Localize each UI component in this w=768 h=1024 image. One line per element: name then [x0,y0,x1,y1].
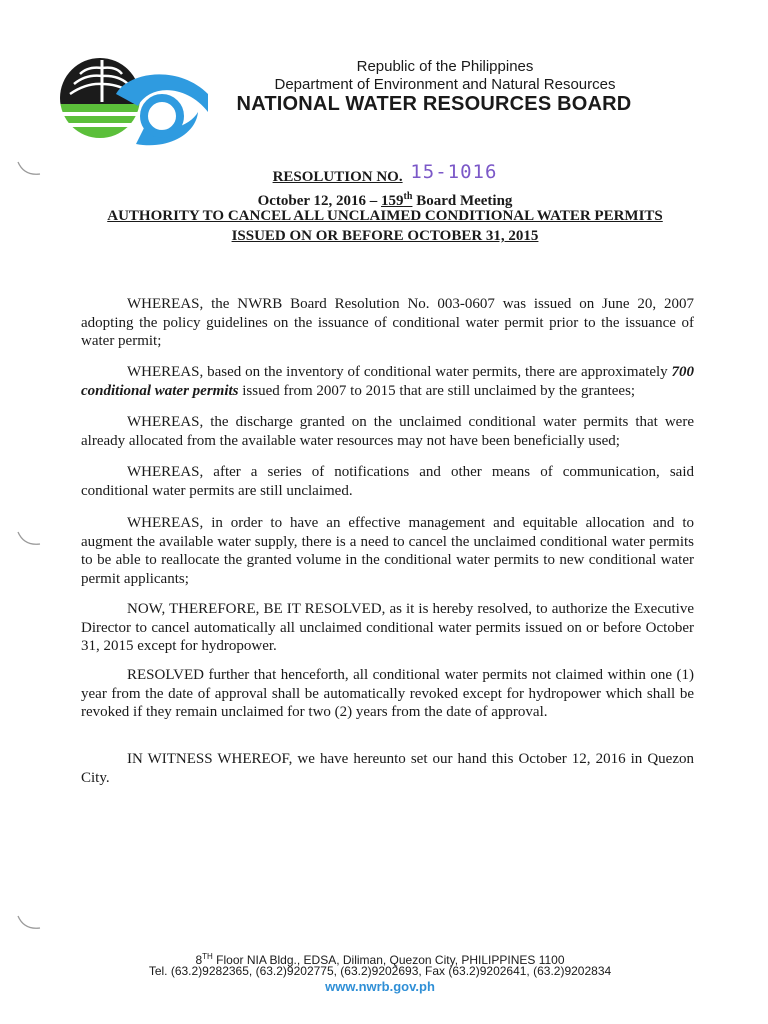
meeting-ordinal: 159th [381,191,413,209]
subject-line-1: AUTHORITY TO CANCEL ALL UNCLAIMED CONDITIONAL WATER PERMITS [107,208,663,224]
whereas-paragraph-1: WHEREAS, the NWRB Board Resolution No. 003-0607 was issued on June 20, 2007 adopting the policy guidelines on the issuance of conditional water permit prior to the issuance of water permit; [81,296,694,349]
resolved-paragraph: NOW, THEREFORE, BE IT RESOLVED, as it is hereby resolved, to authorize the Executive Director to cancel automatically all unclaimed conditional water permits issued on or before October 31, 2015 except for hydropower. [81,601,694,654]
letterhead-agency: NATIONAL WATER RESOURCES BOARD [236,93,632,115]
letterhead-country: Republic of the Philippines [356,58,534,75]
punch-hole-mark-middle [16,530,42,550]
footer-phones: Tel. (63.2)9282365, (63.2)9202775, (63.2)9202693, Fax (63.2)9202641, (63.2)9202834 [148,964,612,978]
whereas-paragraph-5: WHEREAS, in order to have an effective management and equitable allocation and to augment the available water supply, there is a need to cancel the unclaimed conditional water permits to be able to reallocate the granted volume in the conditional water permits to new conditional water permit applicants; [81,515,694,587]
meeting-label: Board Meeting [412,193,513,209]
subject-line-2: ISSUED ON OR BEFORE OCTOBER 31, 2015 [231,228,539,244]
resolved-further-paragraph: RESOLVED further that henceforth, all conditional water permits not claimed within one (1) year from the date of approval shall be automatically revoked except for hydropower which shall be revoked if they remain unclaimed for two (2) years from the date of approval. [81,667,694,720]
punch-hole-mark-top [16,160,42,180]
whereas-paragraph-4: WHEREAS, after a series of notifications and other means of communication, said conditional water permits are still unclaimed. [81,464,694,499]
letterhead-department: Department of Environment and Natural Resources [274,76,616,93]
resolution-number-line [60,161,710,187]
whereas-paragraph-3: WHEREAS, the discharge granted on the unclaimed conditional water permits that were already allocated from the available water resources may not have been beneficially used; [81,414,694,449]
witness-paragraph: IN WITNESS WHEREOF, we have hereunto set our hand this October 12, 2016 in Quezon City. [81,751,694,786]
footer-website-link[interactable]: www.nwrb.gov.ph [325,979,435,994]
resolution-number-stamp: 15-1016 [410,161,498,183]
permit-count-emphasis: 700 conditional water permits [81,364,695,399]
footer-address: 8TH Floor NIA Bldg., EDSA, Diliman, Quezon City, PHILIPPINES 1100 [195,952,565,967]
meeting-date: October 12, 2016 – [257,193,382,209]
resolution-label: RESOLUTION NO. [272,169,403,185]
whereas-paragraph-2: WHEREAS, based on the inventory of conditional water permits, there are approximately 700 conditional water permits issued from 2007 to 2015 that are still unclaimed by the grantees; [81,364,695,399]
punch-hole-mark-bottom [16,914,42,934]
nwrb-logo [58,54,214,150]
